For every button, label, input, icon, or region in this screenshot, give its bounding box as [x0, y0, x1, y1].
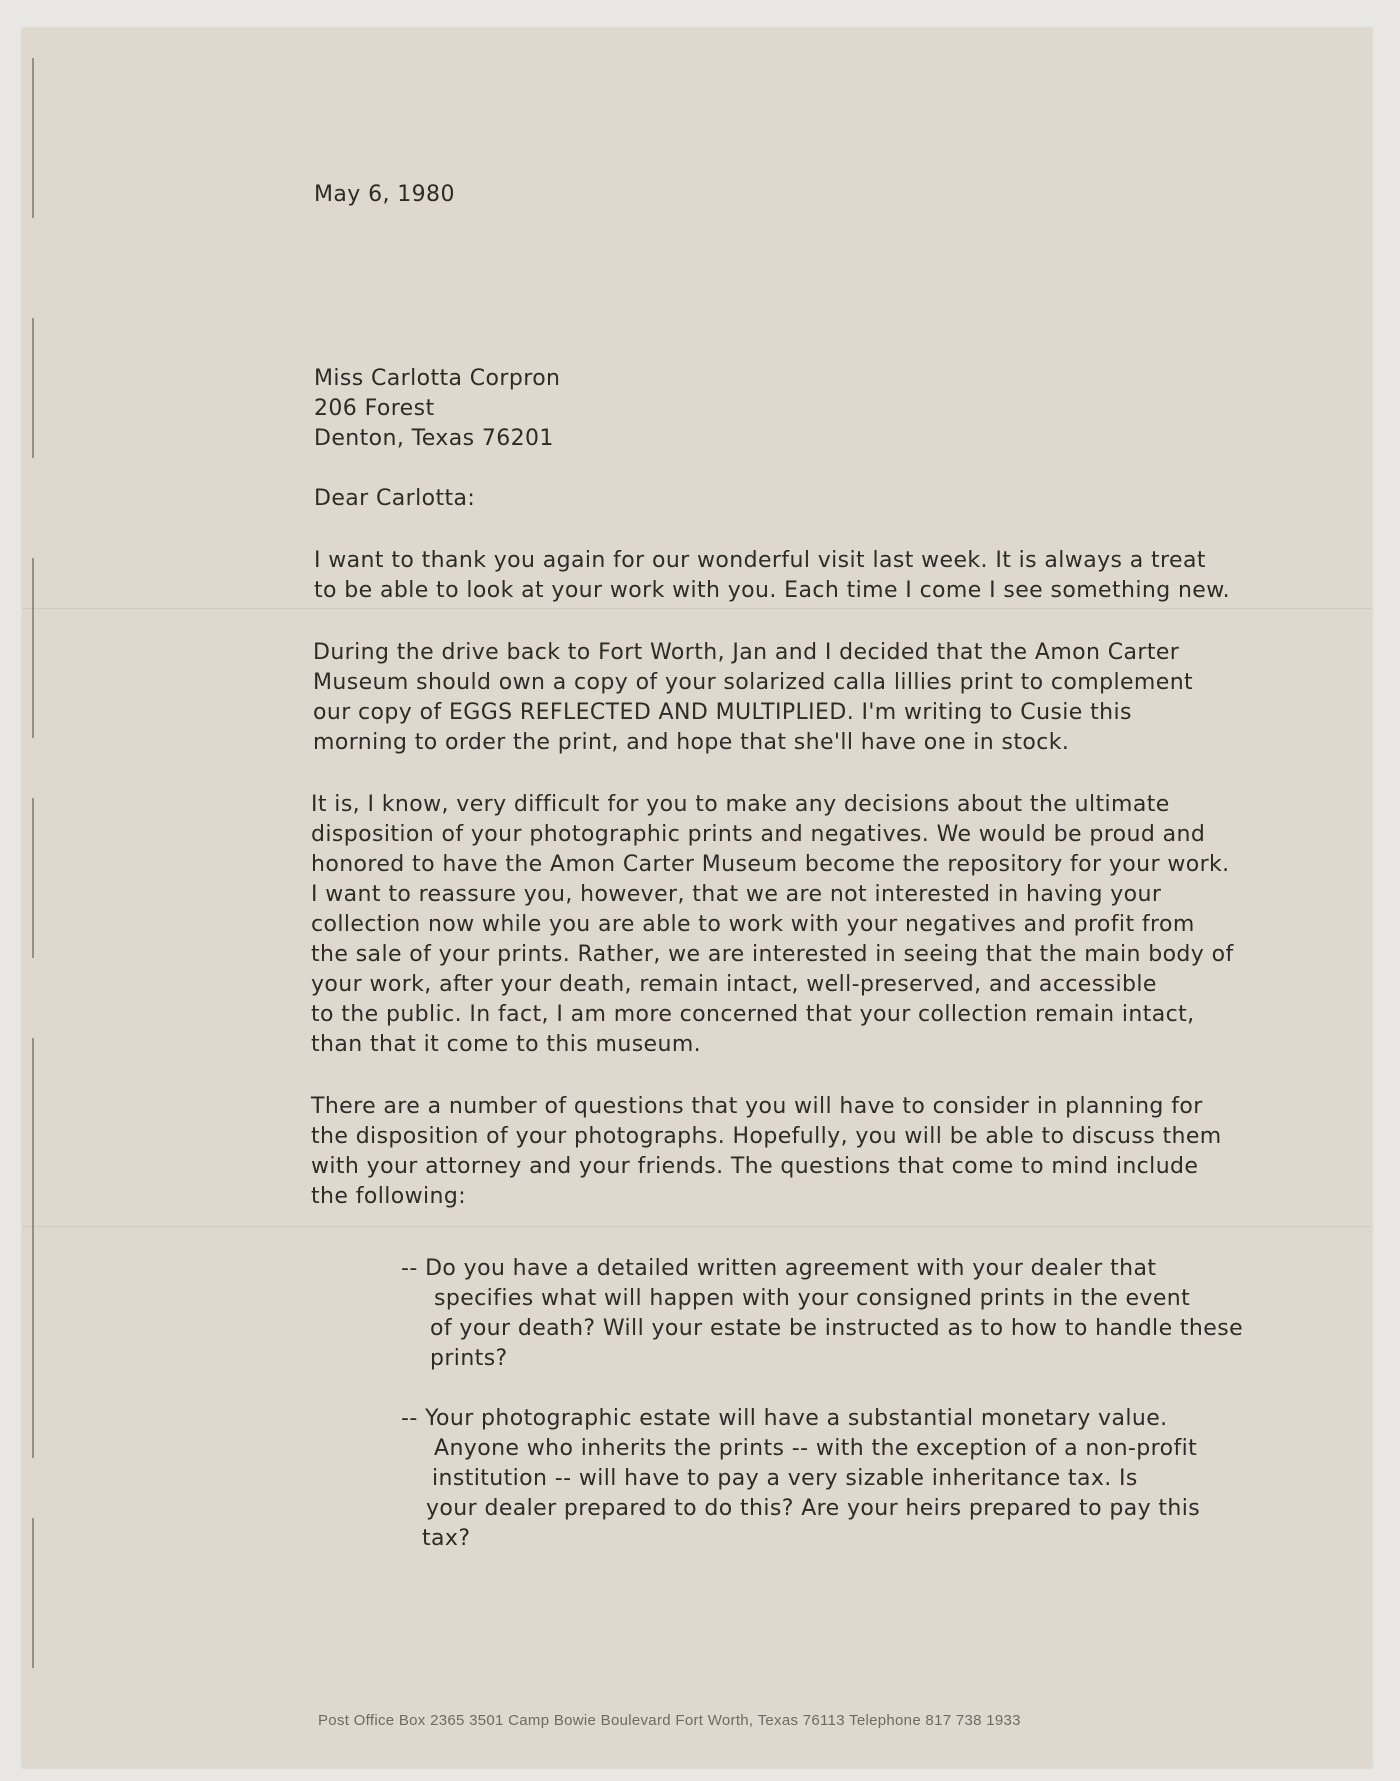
- edge-mark: [32, 58, 34, 218]
- question-line: -- Do you have a detailed written agreement with your dealer that: [401, 1256, 1157, 1281]
- letter-page: [22, 28, 1372, 1768]
- address-city: Denton, Texas 76201: [314, 426, 554, 451]
- paragraph-line: to be able to look at your work with you. Each time I come I see something new.: [314, 578, 1231, 603]
- paragraph-line: Museum should own a copy of your solarized calla lillies print to complement: [313, 670, 1194, 695]
- question-line: specifies what will happen with your consigned prints in the event: [434, 1286, 1191, 1311]
- paragraph-line: disposition of your photographic prints and negatives. We would be proud and: [311, 822, 1206, 847]
- question-line: tax?: [422, 1526, 471, 1551]
- address-street: 206 Forest: [314, 396, 435, 421]
- edge-mark: [32, 1518, 34, 1668]
- salutation: Dear Carlotta:: [314, 486, 476, 511]
- letterhead-footer: Post Office Box 2365 3501 Camp Bowie Boulevard Fort Worth, Texas 76113 Telephone 817 738 1933: [318, 1712, 1021, 1729]
- paragraph-line: the sale of your prints. Rather, we are interested in seeing that the main body of: [311, 942, 1234, 967]
- paragraph-line: to the public. In fact, I am more concerned that your collection remain intact,: [311, 1002, 1195, 1027]
- paragraph-line: I want to reassure you, however, that we are not interested in having your: [311, 882, 1162, 907]
- address-name: Miss Carlotta Corpron: [314, 366, 561, 391]
- question-line: prints?: [430, 1346, 508, 1371]
- paragraph-line: honored to have the Amon Carter Museum become the repository for your work.: [311, 852, 1230, 877]
- edge-mark: [32, 318, 34, 458]
- question-line: Anyone who inherits the prints -- with the exception of a non-profit: [434, 1436, 1198, 1461]
- paragraph-line: I want to thank you again for our wonderful visit last week. It is always a treat: [314, 548, 1206, 573]
- letter-date: May 6, 1980: [314, 182, 455, 207]
- paragraph-line: with your attorney and your friends. The questions that come to mind include: [311, 1154, 1199, 1179]
- paragraph-line: than that it come to this museum.: [311, 1032, 702, 1057]
- fold-crease-lower: [22, 1226, 1372, 1227]
- paragraph-line: It is, I know, very difficult for you to make any decisions about the ultimate: [311, 792, 1170, 817]
- paragraph-line: morning to order the print, and hope that she'll have one in stock.: [313, 730, 1070, 755]
- edge-mark: [32, 1038, 34, 1458]
- fold-crease-upper: [22, 608, 1372, 609]
- paragraph-line: your work, after your death, remain intact, well-preserved, and accessible: [311, 972, 1157, 997]
- question-line: your dealer prepared to do this? Are your heirs prepared to pay this: [426, 1496, 1201, 1521]
- paragraph-line: the disposition of your photographs. Hopefully, you will be able to discuss them: [311, 1124, 1222, 1149]
- paragraph-line: our copy of EGGS REFLECTED AND MULTIPLIED. I'm writing to Cusie this: [313, 700, 1132, 725]
- paragraph-line: During the drive back to Fort Worth, Jan and I decided that the Amon Carter: [313, 640, 1180, 665]
- question-line: institution -- will have to pay a very sizable inheritance tax. Is: [432, 1466, 1138, 1491]
- paragraph-line: There are a number of questions that you will have to consider in planning for: [311, 1094, 1203, 1119]
- question-line: of your death? Will your estate be instructed as to how to handle these: [430, 1316, 1243, 1341]
- paragraph-line: the following:: [311, 1184, 467, 1209]
- paragraph-line: collection now while you are able to work with your negatives and profit from: [311, 912, 1195, 937]
- edge-mark: [32, 798, 34, 958]
- question-line: -- Your photographic estate will have a substantial monetary value.: [401, 1406, 1168, 1431]
- edge-mark: [32, 558, 34, 738]
